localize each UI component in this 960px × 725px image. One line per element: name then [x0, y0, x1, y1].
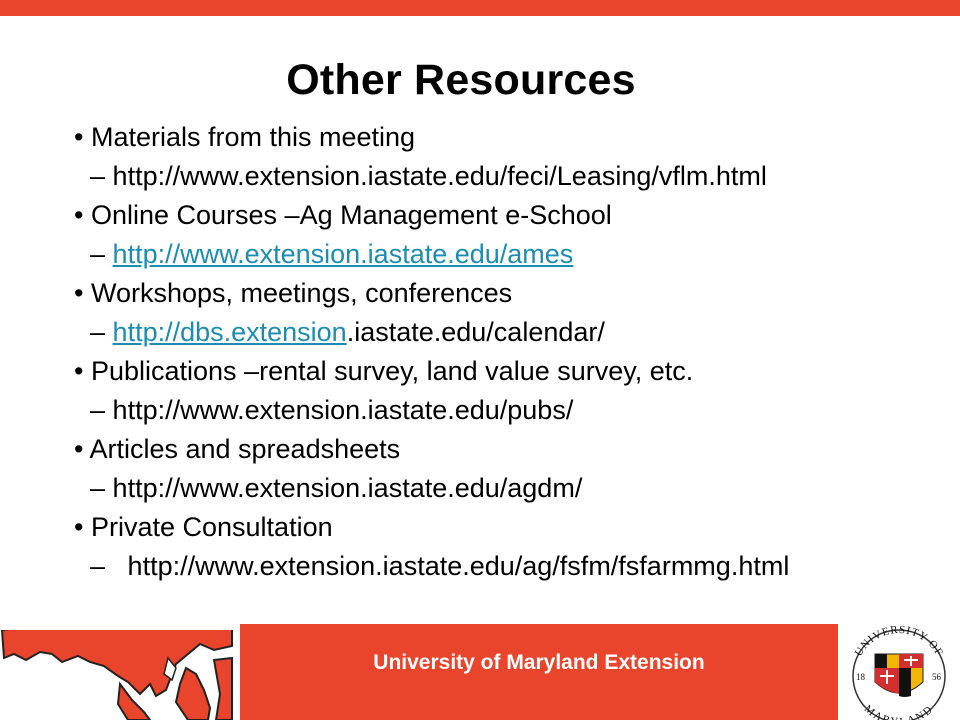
url-text: http://www.extension.iastate.edu/feci/Leasing/vflm.html — [112, 161, 767, 191]
list-subitem — [74, 313, 934, 352]
bullet-marker: • — [74, 200, 84, 230]
item-text: Articles and spreadsheets — [89, 434, 401, 464]
list-subitem — [74, 391, 934, 430]
list-item — [74, 430, 934, 469]
seal-year-left: 18 — [856, 672, 865, 682]
url-text: .iastate.edu/calendar/ — [346, 317, 605, 347]
item-text: Workshops, meetings, conferences — [90, 278, 513, 308]
bullet-marker: • — [74, 356, 84, 386]
list-item — [74, 196, 934, 235]
bullet-marker: • — [74, 434, 84, 464]
dash-marker: – — [90, 473, 106, 503]
list-subitem — [74, 235, 934, 274]
list-subitem — [74, 547, 934, 586]
dash-marker: – — [90, 317, 106, 347]
university-seal-icon — [838, 624, 960, 720]
item-text: Private Consultation — [90, 512, 333, 542]
resource-list — [74, 118, 934, 586]
top-accent-bar — [0, 0, 960, 16]
item-text: Materials from this meeting — [90, 122, 416, 152]
bullet-marker: • — [74, 512, 84, 542]
banner-text: University of Maryland Extension — [373, 651, 705, 674]
dash-marker: – — [90, 161, 106, 191]
maryland-map-icon — [0, 624, 240, 720]
url-text: http://www.extension.iastate.edu/agdm/ — [112, 473, 583, 503]
url-text: http://www.extension.iastate.edu/pubs/ — [112, 395, 574, 425]
footer — [0, 624, 960, 720]
item-text: Online Courses –Ag Management e-School — [90, 200, 612, 230]
url-text: http://www.extension.iastate.edu/ag/fsfm/fsfarmmg.html — [127, 551, 790, 581]
ames-link[interactable]: http://www.extension.iastate.edu/ames — [112, 239, 574, 269]
list-item — [74, 118, 934, 157]
list-item — [74, 508, 934, 547]
bullet-marker: • — [74, 122, 84, 152]
seal-year-right: 56 — [932, 672, 941, 682]
bullet-marker: • — [74, 278, 84, 308]
university-seal — [838, 624, 960, 720]
calendar-link[interactable]: http://dbs.extension — [112, 317, 347, 347]
list-subitem — [74, 469, 934, 508]
slide-title: Other Resources — [286, 56, 636, 104]
seal-ring-text-bottom: MA AND — [861, 702, 937, 720]
list-item — [74, 352, 934, 391]
item-text: Publications –rental survey, land value survey, etc. — [90, 356, 694, 386]
list-item — [74, 274, 934, 313]
seal-ring-text-top: UNIVERSITY OF — [852, 624, 946, 659]
dash-marker: – — [90, 551, 106, 581]
dash-marker: – — [90, 239, 106, 269]
list-subitem — [74, 157, 934, 196]
dash-marker: – — [90, 395, 106, 425]
footer-banner — [240, 624, 838, 720]
maryland-map-graphic — [0, 624, 240, 720]
